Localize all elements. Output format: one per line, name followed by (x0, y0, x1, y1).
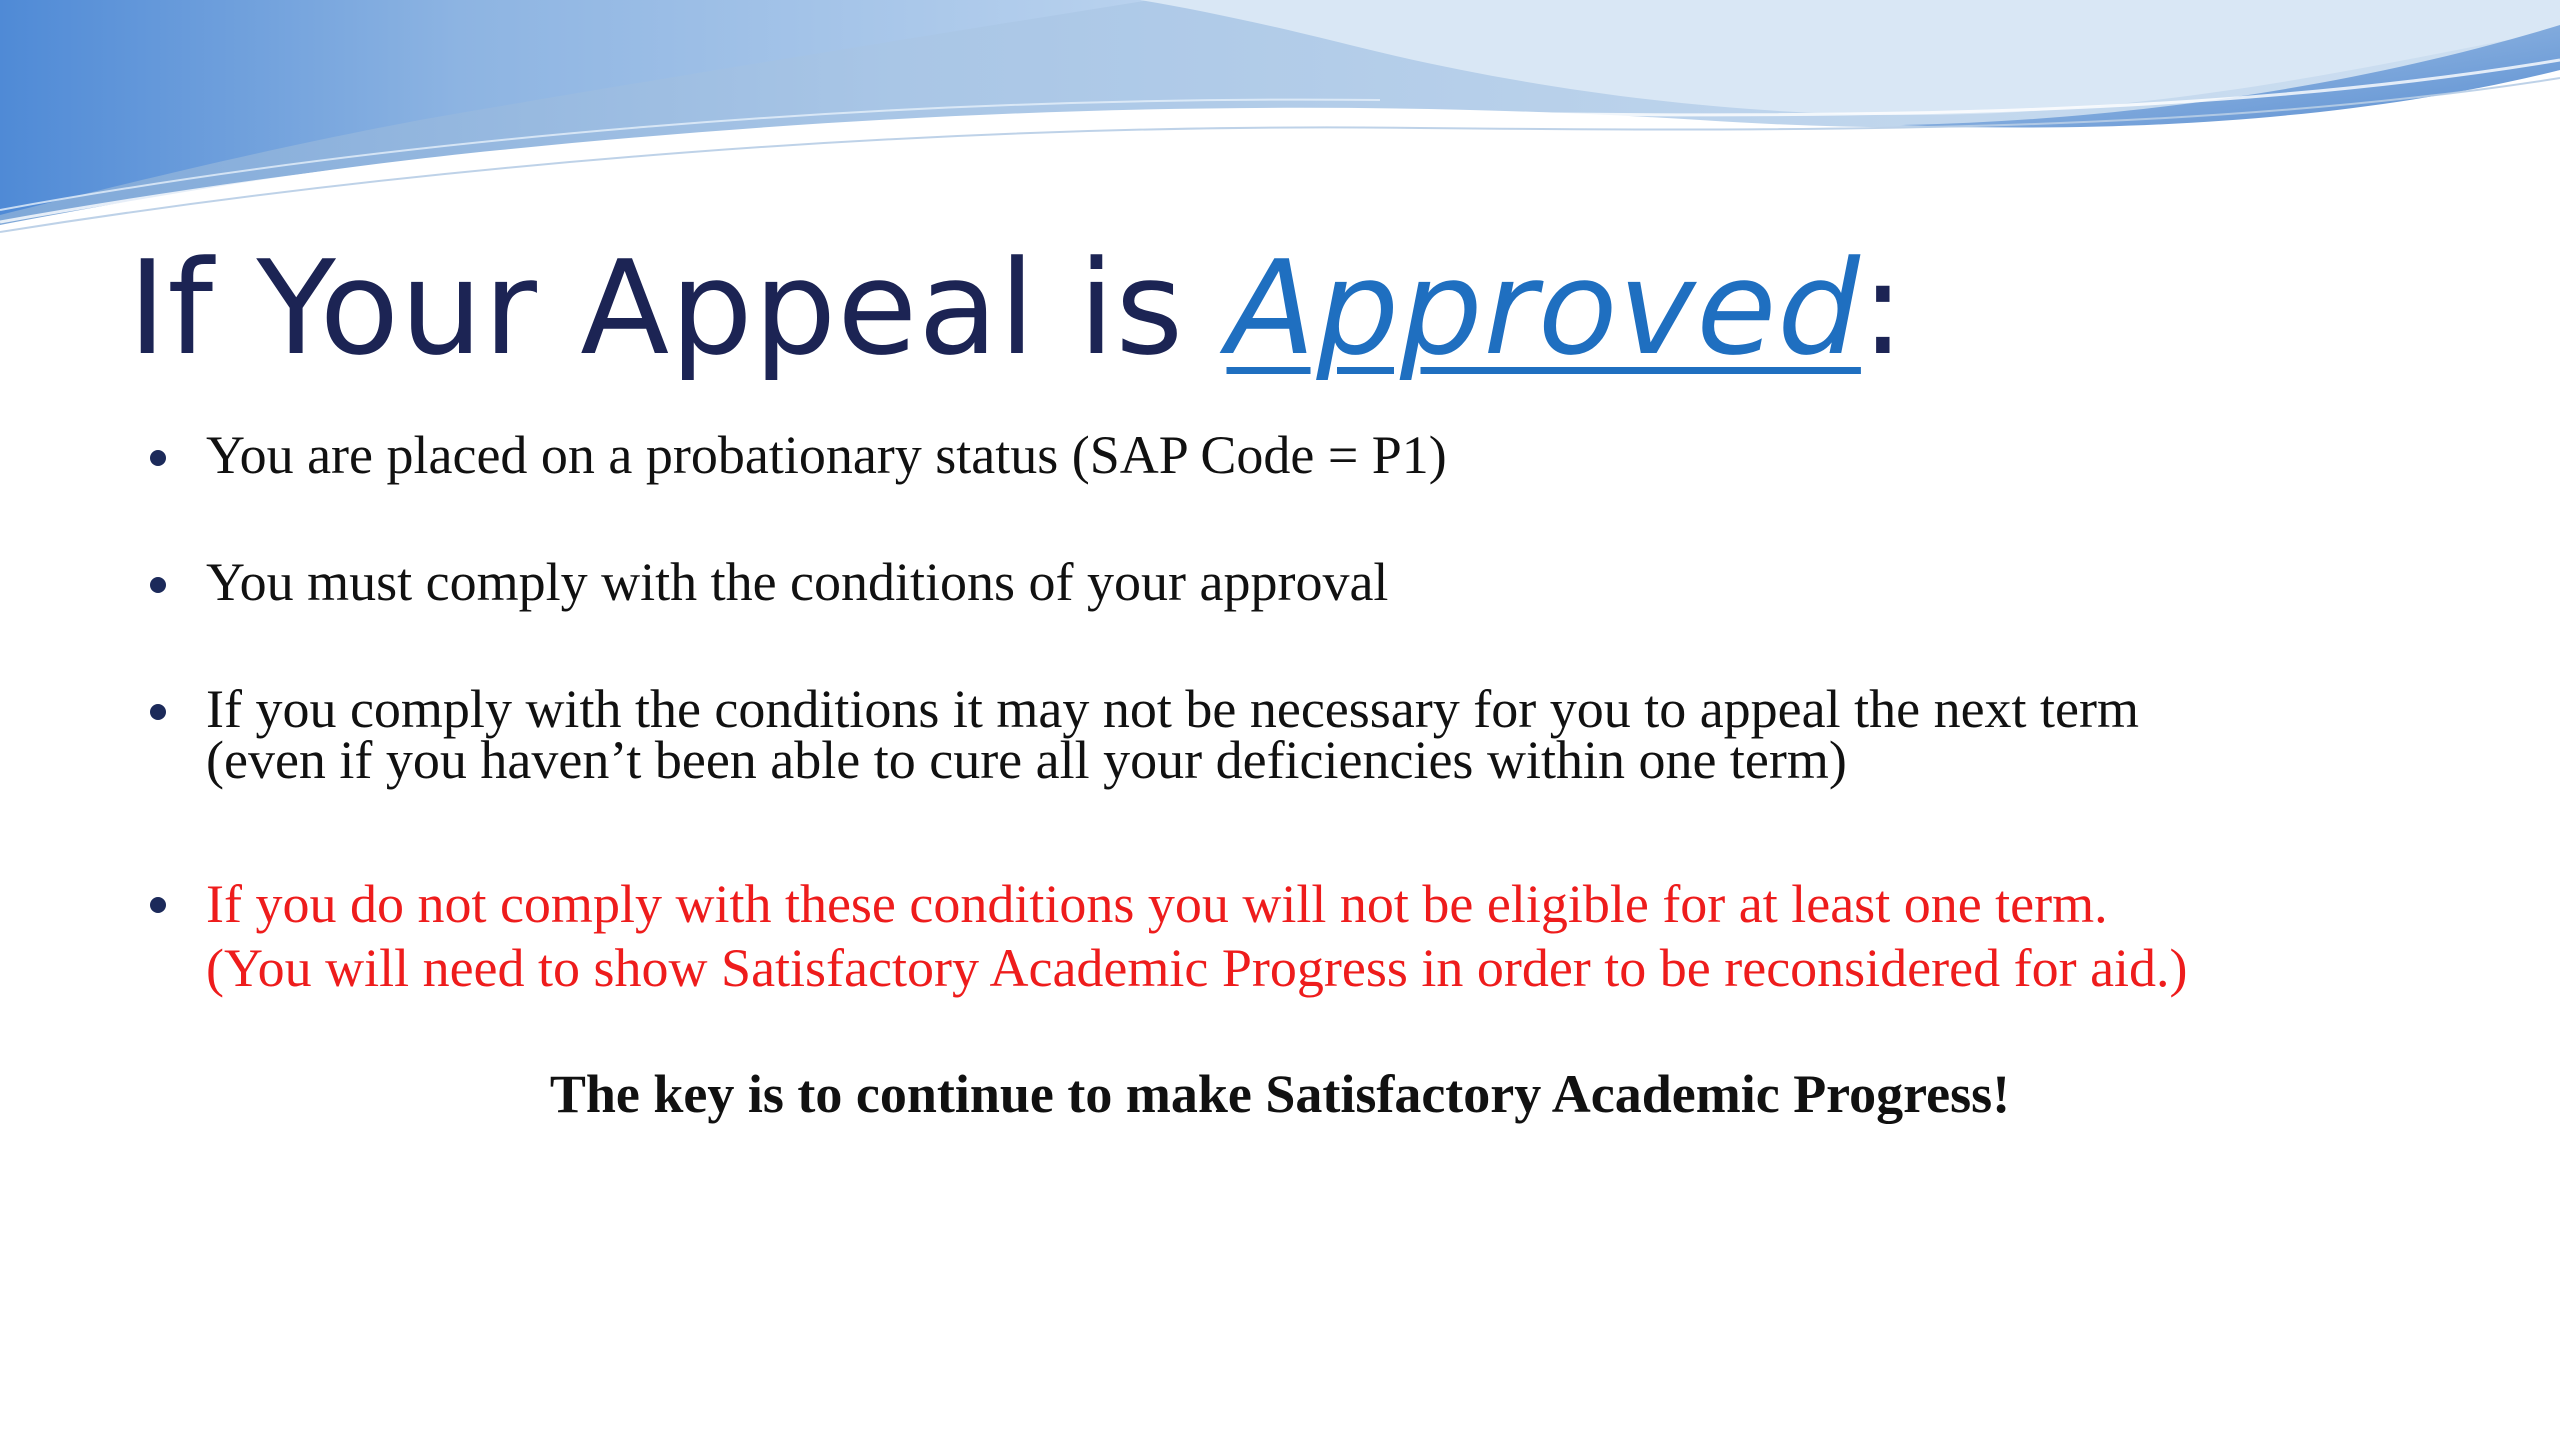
header-wave-decoration (0, 0, 2560, 240)
bullet-item-warning (150, 872, 2188, 1000)
bullet-dot-icon (150, 577, 166, 593)
bullet-text (206, 679, 2140, 790)
bullet-line: If you do not comply with these conditions you will not be eligible for at least one term. (206, 874, 2108, 934)
bullet-dot-icon (150, 450, 166, 466)
bullet-line: If you comply with the conditions it may not be necessary for you to appeal the next term (206, 679, 2140, 739)
bullet-item (150, 425, 1447, 485)
closing-statement: The key is to continue to make Satisfactory Academic Progress! (549, 1064, 2011, 1124)
bullet-line: (even if you haven’t been able to cure all your deficiencies within one term) (206, 730, 1847, 790)
bullet-line: You are placed on a probationary status (SAP Code = P1) (206, 425, 1447, 485)
bullet-dot-icon (150, 897, 166, 913)
bullet-text (206, 872, 2188, 1000)
bullet-line: You must comply with the conditions of your approval (206, 552, 1389, 612)
bullet-item (150, 679, 2140, 790)
title-suffix: : (1860, 232, 1906, 384)
title-emphasis: Approved (1226, 232, 1861, 384)
bullet-line: (You will need to show Satisfactory Academic Progress in order to be reconsidered for aid.) (206, 938, 2188, 998)
bullet-dot-icon (150, 704, 166, 720)
bullet-text (206, 552, 1389, 612)
bullet-item (150, 552, 1389, 612)
bullet-text (206, 425, 1447, 485)
title-prefix: If Your Appeal is (128, 232, 1227, 384)
slide-title (128, 228, 1906, 388)
